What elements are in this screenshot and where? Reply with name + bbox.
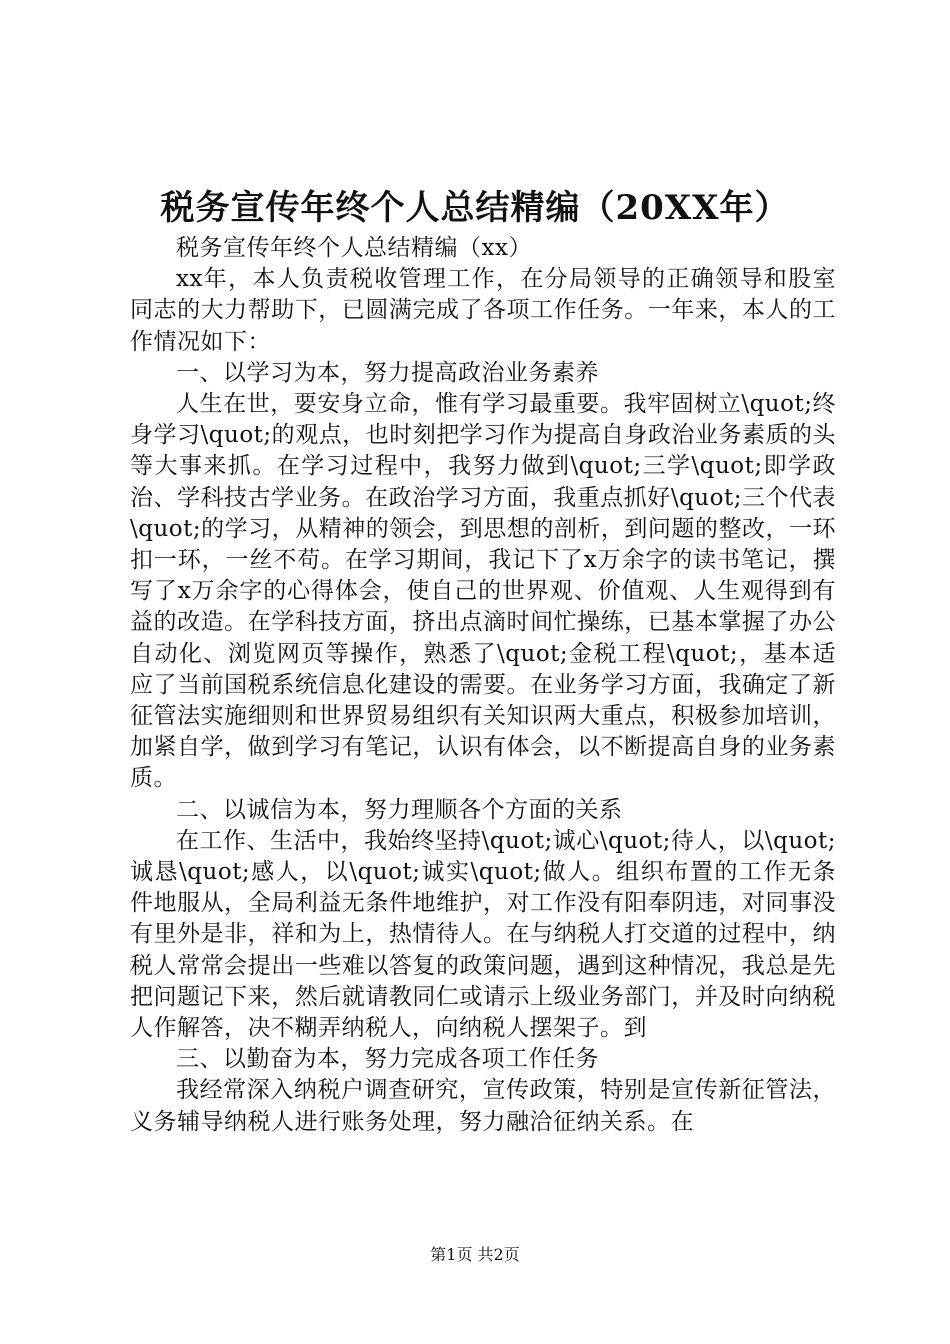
section-heading-2: 二、以诚信为本，努力理顺各个方面的关系: [176, 796, 623, 823]
body-paragraph: 我经常深入纳税户调查研究，宣传政策，特别是宣传新征管法，义务辅导纳税人进行账务处理，努力融洽征纳关系。在: [130, 1077, 836, 1135]
section-heading-3: 三、以勤奋为本，努力完成各项工作任务: [176, 1046, 599, 1073]
body-paragraph: 在工作、生活中，我始终坚持\quot;诚心\quot;待人，以\quot;诚恳\quot;感人，以\quot;诚实\quot;做人。组织布置的工作无条件地服从，全局利益无条件地维护，对工作没有阳奉阴违，对同事没有里外是非，祥和为上，热情待人。在与纳税人打交道的过程中，纳税人常常会提出一些难以答复的政策问题，遇到这种情况，我总是先把问题记下来，然后就请教同仁或请示上级业务部门，并及时向纳税人作解答，决不糊弄纳税人，向纳税人摆架子。到: [130, 827, 836, 1042]
subtitle-paragraph: 税务宣传年终个人总结精编（xx）: [176, 235, 532, 261]
page-number-footer: 第1页 共2页: [430, 1245, 520, 1264]
document-body: [130, 233, 836, 1138]
body-paragraph: 人生在世，要安身立命，惟有学习最重要。我牢固树立\quot;终身学习\quot;的观点，也时刻把学习作为提高自身政治业务素质的头等大事来抓。在学习过程中，我努力做到\quot;三学\quot;即学政治、学科技古学业务。在政治学习方面，我重点抓好\quot;三个代表\quot;的学习，从精神的领会，到思想的剖析，到问题的整改，一环扣一环，一丝不苟。在学习期间，我记下了x万余字的读书笔记，撰写了x万余字的心得体会，使自己的世界观、价值观、人生观得到有益的改造。在学科技方面，挤出点滴时间忙操练，已基本掌握了办公自动化、浏览网页等操作，熟悉了\quot;金税工程\quot;，基本适应了当前国税系统信息化建设的需要。在业务学习方面，我确定了新征管法实施细则和世界贸易组织有关知识两大重点，积极参加培训，加紧自学，做到学习有笔记，认识有体会，以不断提高自身的业务素质。: [130, 391, 836, 792]
section-heading-1: 一、以学习为本，努力提高政治业务素养: [176, 359, 599, 386]
intro-paragraph: xx年，本人负责税收管理工作，在分局领导的正确领导和股室同志的大力帮助下，已圆满完成了各项工作任务。一年来，本人的工作情况如下：: [130, 266, 836, 355]
document-title: 税务宣传年终个人总结精编（20XX年）: [160, 188, 790, 228]
